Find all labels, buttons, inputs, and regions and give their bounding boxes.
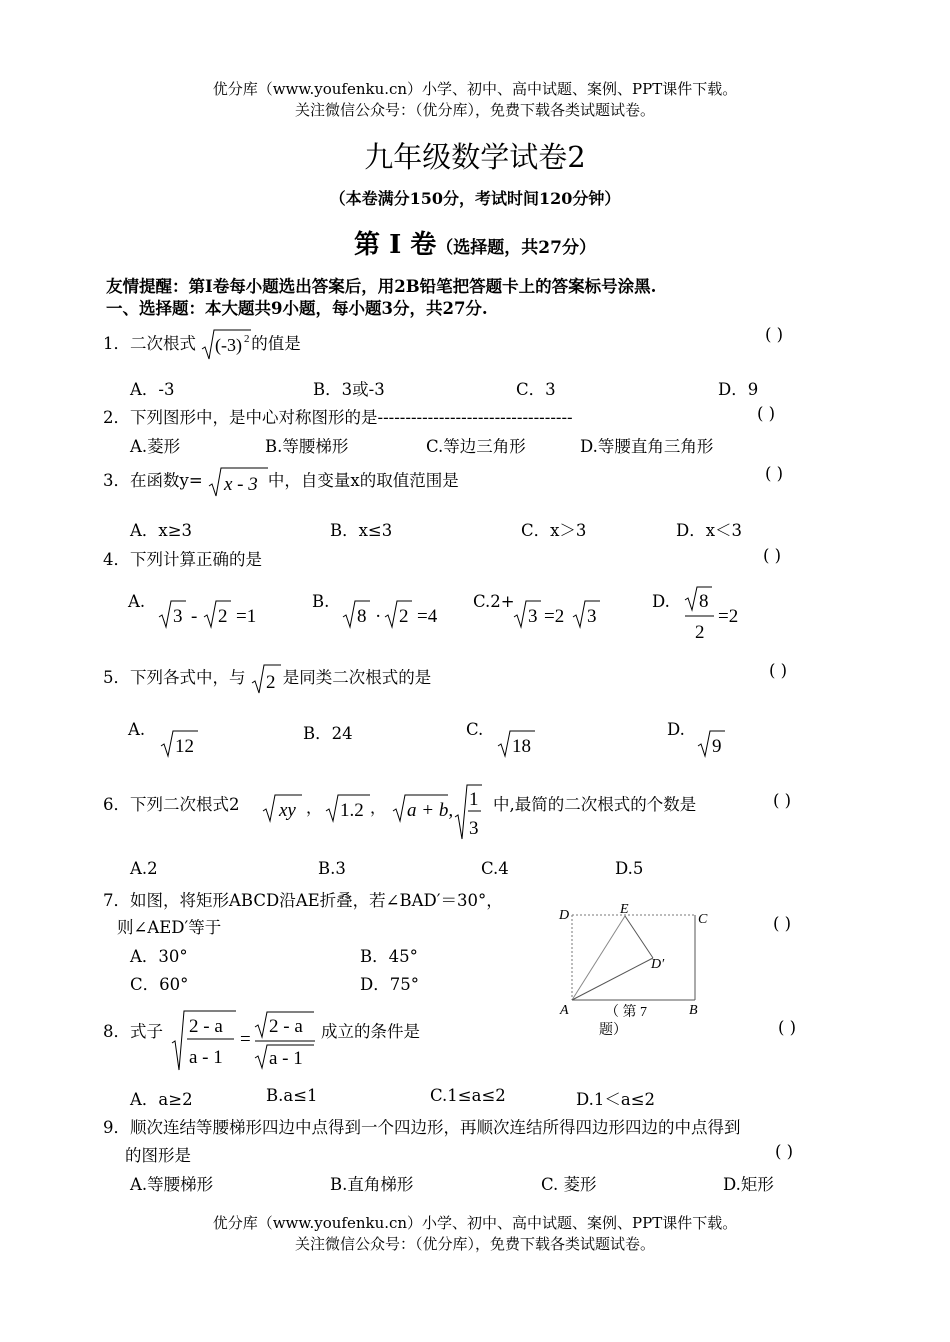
q4-expr-a [158, 597, 273, 631]
q5-option-a[interactable] [160, 728, 200, 758]
q4a-r1: 3 [173, 606, 183, 627]
q4-expr-c [513, 597, 613, 631]
q1-pre: 二次根式 [130, 334, 196, 353]
q9-option-c[interactable]: C. 菱形 [541, 1175, 597, 1194]
q2-option-d[interactable]: D.等腰直角三角形 [580, 437, 714, 456]
header-line-2: 关注微信公众号：（优分库），免费下载各类试题试卷。 [294, 101, 655, 119]
q6-fnum: 1 [469, 789, 479, 810]
q6-r2: 1.2 [340, 800, 364, 821]
q7-option-d[interactable]: D．75° [360, 975, 419, 994]
q2-option-a[interactable]: A.菱形 [130, 437, 181, 456]
q9-option-d[interactable]: D.矩形 [723, 1175, 774, 1194]
fig-label-b: B [689, 1003, 698, 1018]
q3-option-c[interactable]: C．x＞3 [521, 521, 587, 540]
q7-line-1: 7．如图，将矩形ABCD沿AE折叠，若∠BAD′＝30°， [103, 891, 503, 910]
q5-option-a-label[interactable]: A. [128, 720, 146, 739]
q8-option-b[interactable]: B.a≤1 [266, 1086, 318, 1105]
q5-option-c-label[interactable]: C. [466, 720, 484, 739]
q5-answer-paren[interactable]: ( ) [769, 661, 788, 680]
fig-label-c: C [698, 912, 708, 927]
q4-label-b[interactable]: B. [312, 592, 330, 611]
q4-label-a[interactable]: A. [128, 592, 146, 611]
tip-text: 友情提醒：第Ⅰ卷每小题选出答案后，用2B铅笔把答题卡上的答案标号涂黑. [106, 277, 657, 296]
q5-option-d-label[interactable]: D. [667, 720, 685, 739]
q7-option-c[interactable]: C．60° [130, 975, 189, 994]
q4-stem: 4．下列计算正确的是 [103, 550, 262, 569]
q8-option-c[interactable]: C.1≤a≤2 [430, 1086, 506, 1105]
page-subtitle: （本卷满分150分，考试时间120分钟） [329, 189, 621, 208]
fig-caption-2: 题） [599, 1023, 627, 1038]
volume-label: 第 Ⅰ 卷 [354, 230, 437, 260]
q1-option-b[interactable]: B．3或-3 [313, 380, 385, 399]
q7-option-b[interactable]: B．45° [360, 947, 418, 966]
q6-sep1: ， [306, 800, 323, 817]
q4-label-c[interactable]: C.2+ [473, 592, 515, 611]
footer-line-2: 关注微信公众号：（优分库），免费下载各类试题试卷。 [294, 1235, 655, 1253]
q8-pre: 8．式子 [103, 1022, 163, 1041]
q7-option-a[interactable]: A．30° [130, 947, 188, 966]
q9-answer-paren[interactable]: ( ) [775, 1142, 794, 1161]
q5c-radicand: 18 [512, 736, 531, 757]
q4b-op: · [375, 606, 382, 627]
q1-option-c[interactable]: C．3 [516, 380, 556, 399]
q6-sep2: ， [370, 800, 387, 817]
q3-answer-paren[interactable]: ( ) [765, 464, 784, 483]
q4d-den: 2 [695, 622, 705, 643]
q1-radicand: (-3) [215, 335, 243, 355]
q6-r1: xy [279, 800, 296, 821]
q4-expr-b [342, 597, 457, 631]
q9-line-2: 的图形是 [125, 1146, 191, 1165]
q1-exponent: 2 [244, 333, 250, 345]
q3-option-a[interactable]: A．x≥3 [130, 521, 193, 540]
q8-answer-paren[interactable]: ( ) [778, 1018, 797, 1037]
q8-post: 成立的条件是 [321, 1022, 420, 1041]
q8-option-a[interactable]: A．a≥2 [130, 1090, 193, 1109]
q4-label-d[interactable]: D. [652, 592, 670, 611]
q6-expressions [262, 783, 512, 843]
q6-pre: 6．下列二次根式2 [103, 795, 240, 814]
q1-radical [201, 325, 251, 361]
q5-post: 是同类二次根式的是 [282, 668, 432, 687]
q9-option-a[interactable]: A.等腰梯形 [130, 1175, 214, 1194]
q8-rhs-den: a - 1 [269, 1048, 303, 1069]
fig-label-dprime: D′ [651, 957, 665, 972]
q3-post: 中，自变量x的取值范围是 [267, 471, 459, 490]
fig-label-d: D [559, 908, 570, 923]
q4-answer-paren[interactable]: ( ) [763, 546, 782, 565]
q3-stem [103, 464, 459, 498]
q3-radicand: x - 3 [223, 474, 258, 495]
q6-fden: 3 [469, 818, 479, 839]
q1-answer-paren[interactable]: ( ) [765, 325, 784, 344]
fig-label-a: A [560, 1003, 569, 1018]
q6-option-b[interactable]: B.3 [318, 859, 346, 878]
q5-stem [103, 661, 431, 695]
q1-stem [103, 325, 301, 361]
q5d-radicand: 9 [712, 736, 722, 757]
q3-option-d[interactable]: D．x＜3 [676, 521, 743, 540]
q6-option-a[interactable]: A.2 [130, 859, 158, 878]
q8-lhs-den: a - 1 [189, 1047, 223, 1068]
q1-option-d[interactable]: D．9 [718, 380, 759, 399]
q5-pre: 5．下列各式中，与 [103, 668, 246, 687]
q4b-r1: 8 [357, 606, 367, 627]
q5a-radicand: 12 [175, 736, 194, 757]
q9-line-1: 9．顺次连结等腰梯形四边中点得到一个四边形，再顺次连结所得四边形四边的中点得到 [103, 1118, 741, 1137]
q3-pre: 3．在函数y= [103, 471, 203, 490]
q5-option-b[interactable]: B．24 [303, 724, 353, 743]
q2-stem: 2．下列图形中，是中心对称图形的是----------------------------------- [103, 408, 573, 427]
q6-r3: a + b, [407, 800, 454, 821]
q4a-op: - [191, 606, 198, 627]
section-label: 一、选择题：本大题共9小题，每小题3分，共27分. [106, 299, 488, 318]
fig-label-e: E [620, 902, 629, 917]
volume-note: （选择题，共27分） [436, 238, 596, 258]
q6-option-c[interactable]: C.4 [481, 859, 509, 878]
q8-expression [170, 1008, 320, 1074]
q6-post: 中,最简的二次根式的个数是 [493, 795, 697, 814]
q1-number: 1． [103, 334, 130, 353]
q4c-eq: =2 [544, 606, 565, 627]
q8-option-d[interactable]: D.1＜a≤2 [576, 1090, 656, 1109]
q8-rhs-num: 2 - a [269, 1016, 303, 1037]
section-heading [106, 295, 488, 319]
q4c-r2: 3 [587, 606, 597, 627]
q8-eq: = [240, 1029, 251, 1050]
q3-radical [208, 464, 268, 498]
q4-expr-d [682, 585, 762, 645]
q4a-res: =1 [236, 606, 257, 627]
q7-answer-paren[interactable]: ( ) [773, 914, 792, 933]
volume-heading [0, 224, 950, 261]
q1-post: 的值是 [251, 334, 301, 353]
q4d-num: 8 [699, 591, 709, 612]
q5-option-d[interactable] [697, 728, 727, 758]
q2-option-c[interactable]: C.等边三角形 [426, 437, 526, 456]
q1-option-a[interactable]: A．-3 [130, 380, 175, 399]
q9-option-b[interactable]: B.直角梯形 [330, 1175, 414, 1194]
q6-option-d[interactable]: D.5 [615, 859, 644, 878]
q7-figure [550, 898, 725, 1048]
q8-lhs-num: 2 - a [189, 1016, 223, 1037]
fig-caption-1: （ 第 7 [605, 1005, 647, 1020]
page-title: 九年级数学试卷2 [364, 140, 586, 174]
footer-line-1: 优分库（www.youfenku.cn）小学、初中、高中试题、案例、PPT课件下载。 [212, 1214, 738, 1232]
q3-option-b[interactable]: B．x≤3 [330, 521, 393, 540]
q4b-r2: 2 [399, 606, 409, 627]
q5-radical [251, 661, 283, 695]
q2-option-b[interactable]: B.等腰梯形 [265, 437, 349, 456]
header-line-1: 优分库（www.youfenku.cn）小学、初中、高中试题、案例、PPT课件下载。 [212, 80, 738, 98]
q4b-res: =4 [417, 606, 438, 627]
q7-line-2: 则∠AED′等于 [117, 918, 222, 937]
q6-answer-paren[interactable]: ( ) [773, 791, 792, 810]
q4d-res: =2 [718, 606, 739, 627]
q4a-r2: 2 [218, 606, 228, 627]
q5-radicand: 2 [265, 672, 276, 693]
q2-answer-paren[interactable]: ( ) [757, 404, 776, 423]
q4c-r1: 3 [528, 606, 538, 627]
q5-option-c[interactable] [497, 728, 537, 758]
